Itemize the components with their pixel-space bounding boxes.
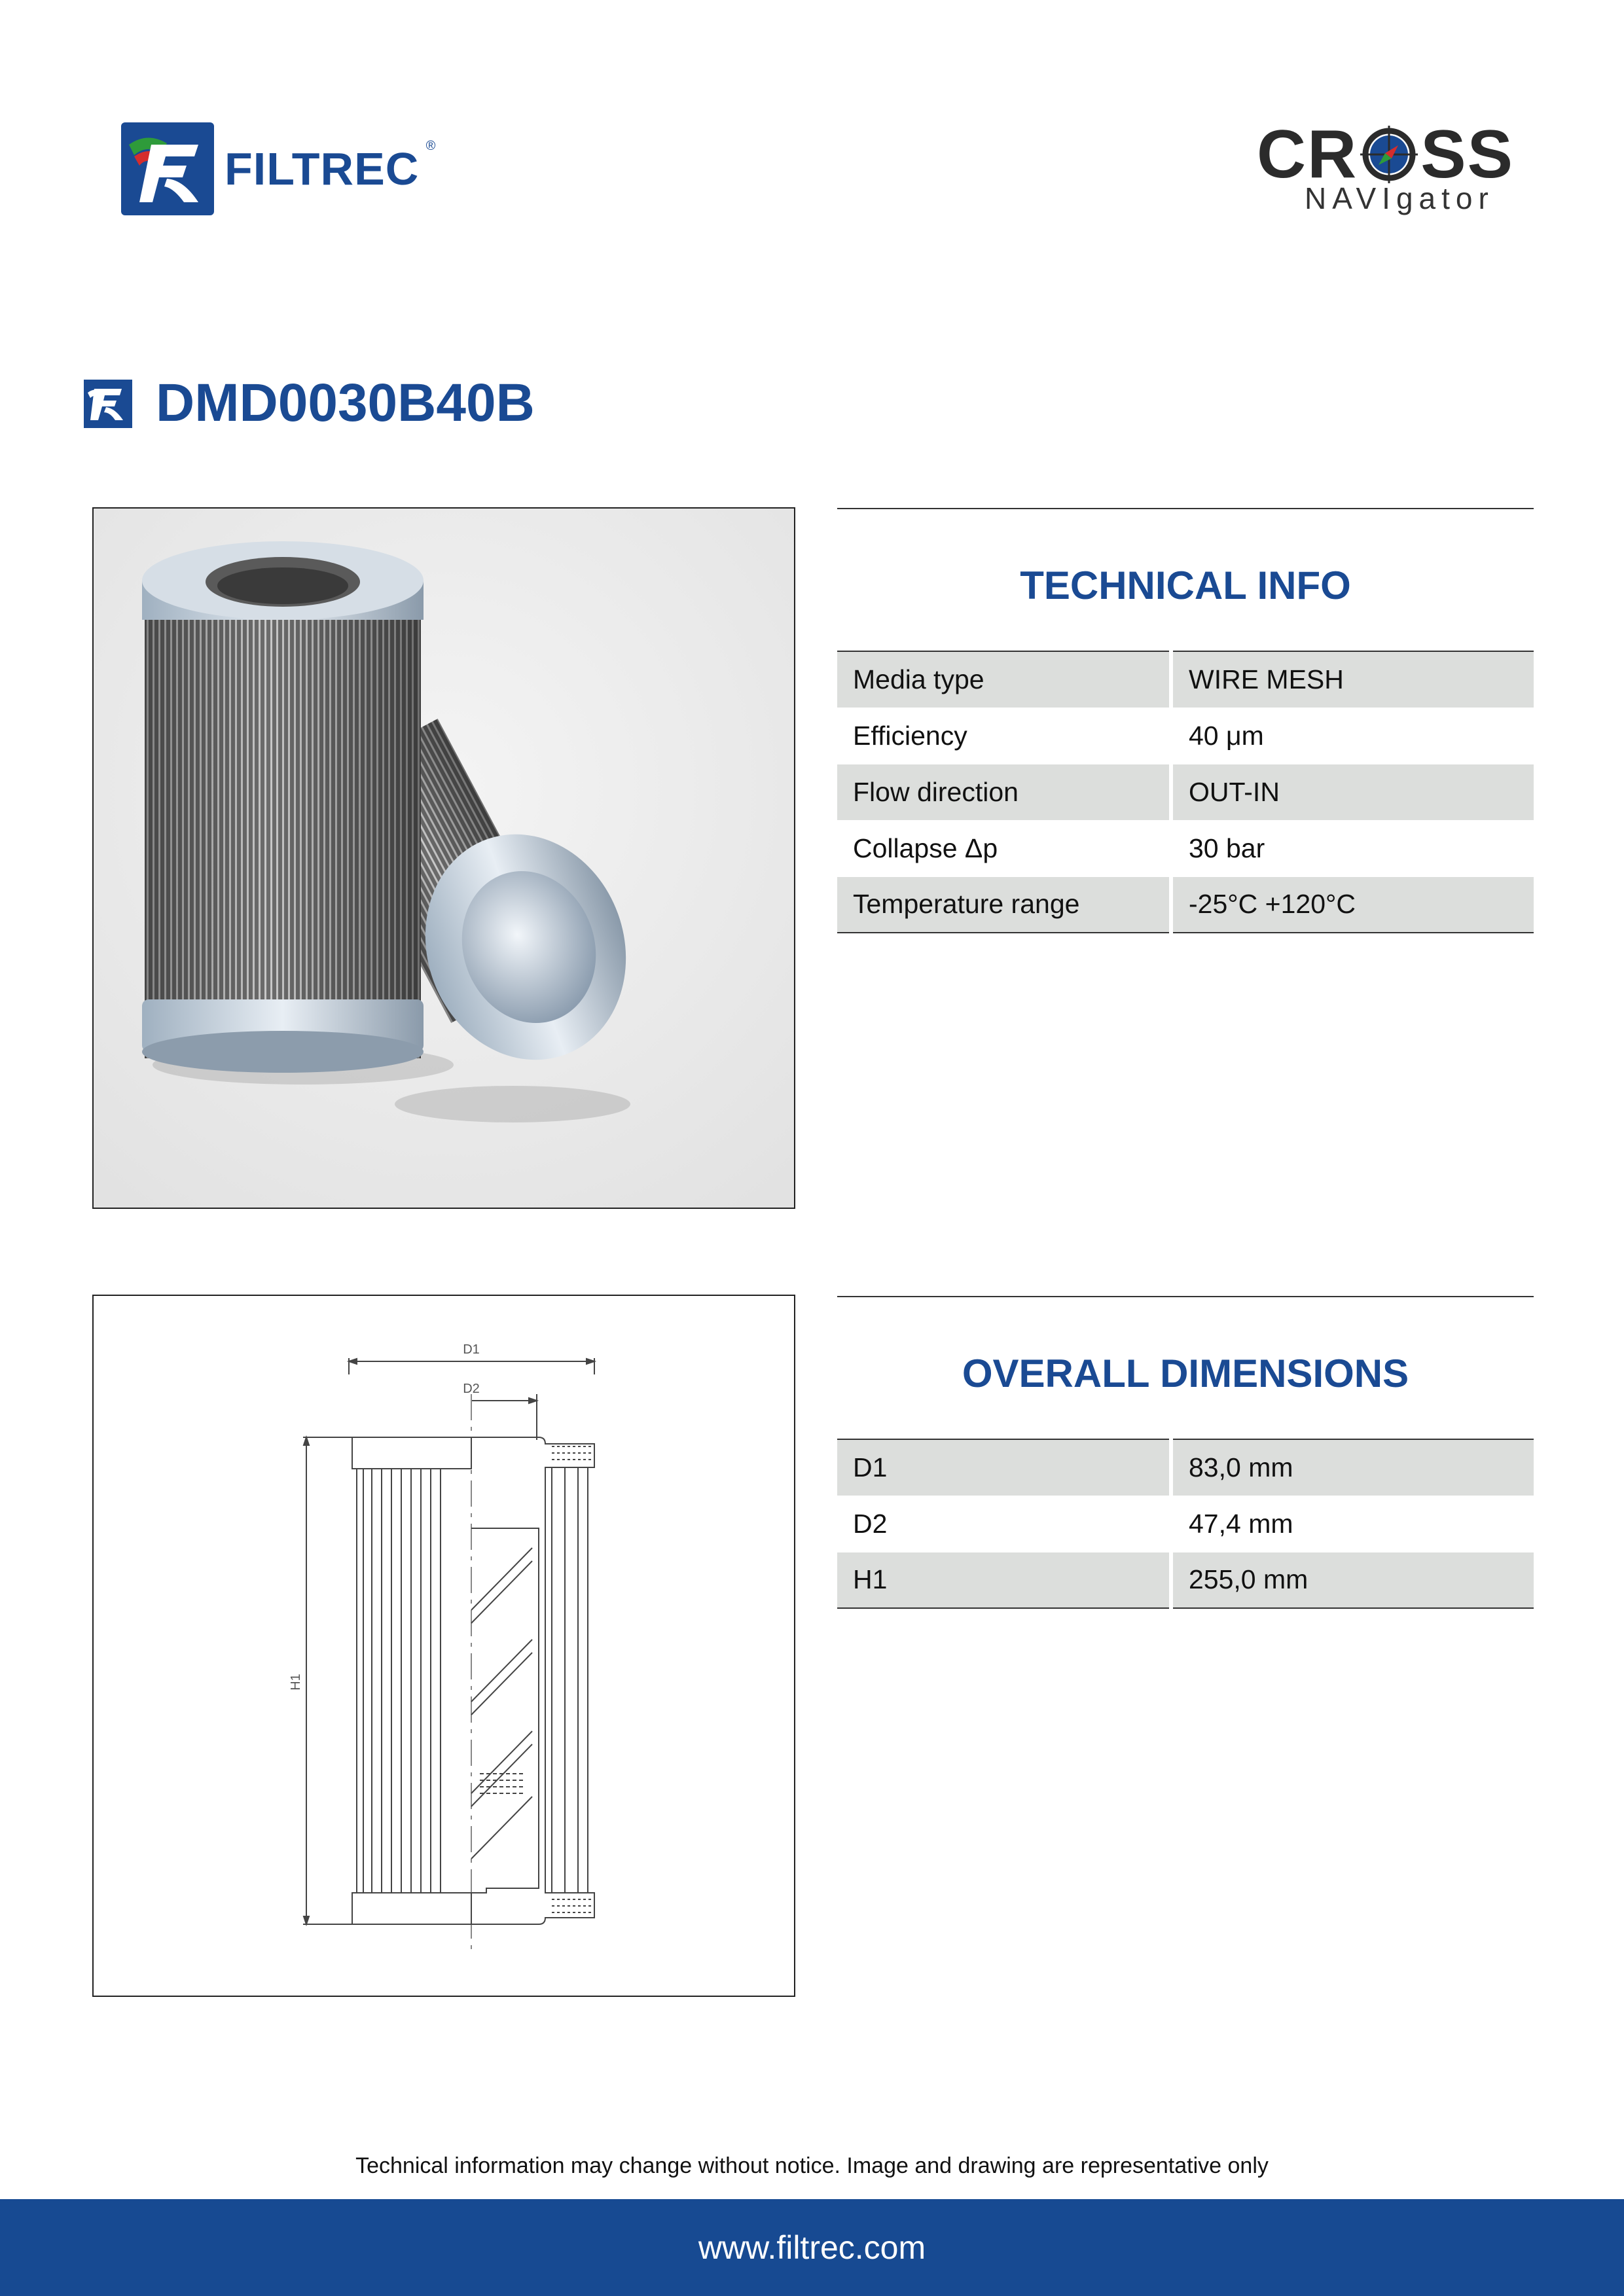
footer-bar (0, 2199, 1624, 2296)
row-value: OUT-IN (1171, 764, 1534, 820)
drawing-label-d1: D1 (463, 1342, 480, 1357)
overall-dimensions-heading: OVERALL DIMENSIONS (962, 1352, 1409, 1395)
table-row (837, 876, 1534, 933)
navigator-wordmark: NAVIgator (1305, 181, 1494, 215)
cross-wordmark-end: SS (1420, 117, 1514, 192)
overall-dimensions-section (837, 1296, 1534, 1609)
filtrec-logo (121, 121, 475, 216)
technical-info-section (837, 508, 1534, 933)
cross-wordmark (1257, 117, 1514, 192)
registered-mark: ® (425, 138, 437, 153)
drawing-label-d2: D2 (463, 1382, 480, 1396)
row-label: Flow direction (837, 764, 1171, 820)
table-row (837, 820, 1534, 876)
technical-info-table (837, 651, 1534, 933)
compass-icon (1359, 124, 1419, 185)
row-value: -25°C +120°C (1171, 876, 1534, 933)
table-row (837, 651, 1534, 708)
row-label: D2 (837, 1496, 1171, 1552)
cross-wordmark-start: CR (1257, 117, 1358, 192)
brand-name: FILTREC (225, 143, 420, 194)
filtrec-wordmark (225, 138, 437, 195)
row-label: D1 (837, 1439, 1171, 1496)
technical-drawing (92, 1295, 795, 1997)
product-photo (92, 507, 795, 1209)
row-value: 47,4 mm (1171, 1496, 1534, 1552)
row-label: H1 (837, 1552, 1171, 1608)
technical-info-heading: TECHNICAL INFO (1020, 564, 1351, 607)
table-row (837, 1496, 1534, 1552)
table-row (837, 708, 1534, 764)
row-label: Collapse Δp (837, 820, 1171, 876)
row-value: 30 bar (1171, 820, 1534, 876)
cross-navigator-logo (1257, 117, 1514, 220)
row-value: WIRE MESH (1171, 651, 1534, 708)
table-row (837, 764, 1534, 820)
disclaimer-text: Technical information may change without notice. Image and drawing are representative only (355, 2153, 1269, 2178)
overall-dimensions-table (837, 1439, 1534, 1609)
row-value: 40 μm (1171, 708, 1534, 764)
table-row (837, 1552, 1534, 1608)
drawing-label-h1: H1 (289, 1674, 303, 1691)
filtrec-mini-icon (84, 380, 132, 428)
row-value: 255,0 mm (1171, 1552, 1534, 1608)
filtrec-logo-mark (121, 122, 214, 215)
row-value: 83,0 mm (1171, 1439, 1534, 1496)
row-label: Media type (837, 651, 1171, 708)
page-title: DMD0030B40B (156, 373, 535, 433)
row-label: Efficiency (837, 708, 1171, 764)
website-link[interactable]: www.filtrec.com (698, 2229, 926, 2266)
row-label: Temperature range (837, 876, 1171, 933)
table-row (837, 1439, 1534, 1496)
